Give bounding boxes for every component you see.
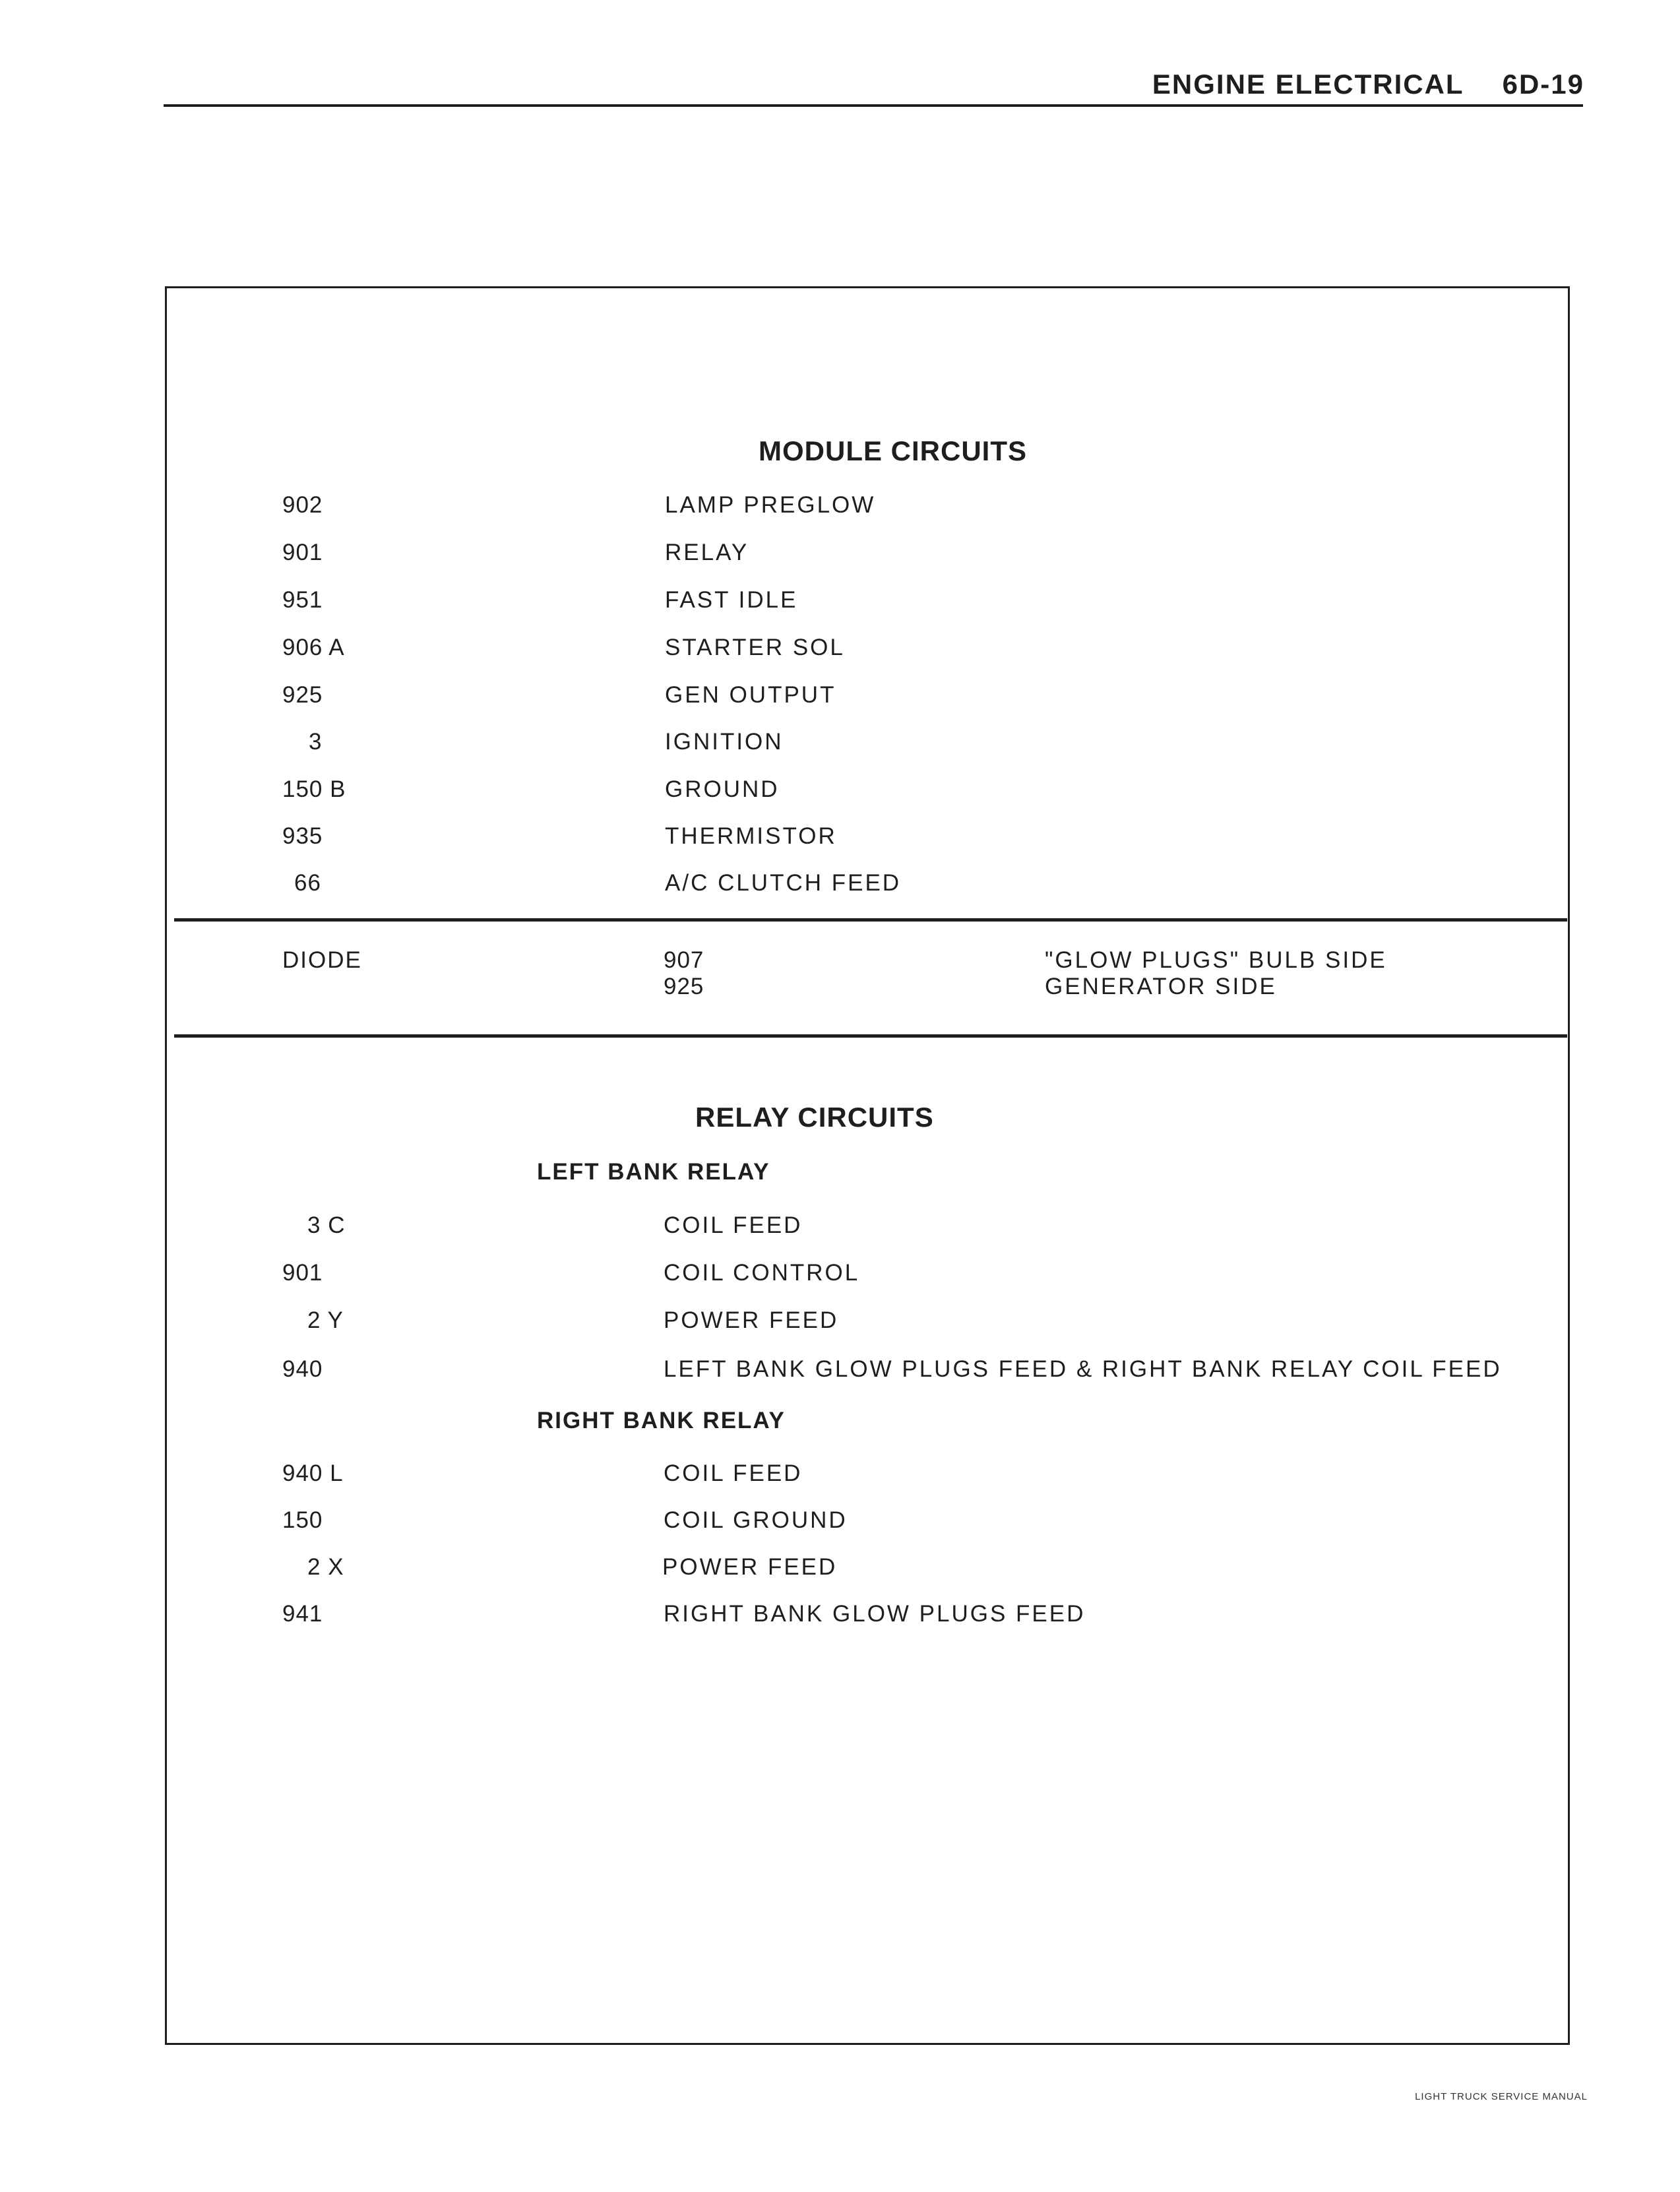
table-row-circuit: 66 (294, 870, 321, 896)
table-row-function: GROUND (665, 776, 780, 802)
diode-description: GENERATOR SIDE (1045, 974, 1277, 999)
relay-circuits-heading: RELAY CIRCUITS (695, 1102, 934, 1133)
footer-text: LIGHT TRUCK SERVICE MANUAL (1415, 2091, 1588, 2102)
table-row-circuit: 935 (282, 823, 323, 849)
table-row-circuit: 901 (282, 1260, 323, 1286)
right-bank-relay-heading: RIGHT BANK RELAY (537, 1408, 786, 1433)
table-row-circuit: 901 (282, 540, 323, 565)
diode-circuit: 907 (664, 947, 704, 973)
table-row-circuit: 3 (309, 729, 323, 755)
section-divider (174, 1034, 1567, 1038)
page-number: 6D-19 (1502, 69, 1584, 100)
table-row-circuit: 150 (282, 1507, 323, 1533)
table-row-function: FAST IDLE (665, 587, 798, 613)
section-divider (174, 918, 1567, 922)
table-row-circuit: 2 X (307, 1554, 344, 1580)
page-header (1152, 69, 1584, 100)
table-row-circuit: 150 B (282, 776, 346, 802)
table-row-circuit: 3 C (307, 1212, 346, 1238)
table-row-function: COIL CONTROL (664, 1260, 860, 1286)
table-row-function: LAMP PREGLOW (665, 492, 876, 518)
table-row-function: RELAY (665, 540, 749, 565)
table-row-function: A/C CLUTCH FEED (665, 870, 902, 896)
table-row-circuit: 940 (282, 1356, 323, 1382)
table-row-circuit: 951 (282, 587, 323, 613)
table-row-circuit: 902 (282, 492, 323, 518)
table-row-function: LEFT BANK GLOW PLUGS FEED & RIGHT BANK RELAY COIL FEED (664, 1356, 1502, 1382)
header-rule (164, 104, 1583, 107)
table-row-function: POWER FEED (662, 1554, 838, 1580)
left-bank-relay-heading: LEFT BANK RELAY (537, 1159, 770, 1185)
table-row-function: THERMISTOR (665, 823, 837, 849)
section-title: ENGINE ELECTRICAL (1152, 69, 1464, 100)
table-row-circuit: 2 Y (307, 1307, 344, 1333)
table-row-function: GEN OUTPUT (665, 682, 836, 708)
table-row-circuit: 906 A (282, 635, 345, 660)
diode-label: DIODE (282, 947, 362, 973)
circuit-table (165, 286, 1570, 2045)
table-row-circuit: 925 (282, 682, 323, 708)
table-row-circuit: 941 (282, 1601, 323, 1627)
diode-circuit: 925 (664, 974, 704, 999)
table-row-circuit: 940 L (282, 1460, 344, 1486)
table-row-function: COIL FEED (664, 1460, 803, 1486)
diode-description: "GLOW PLUGS" BULB SIDE (1045, 947, 1387, 973)
module-circuits-heading: MODULE CIRCUITS (759, 435, 1027, 466)
table-row-function: POWER FEED (664, 1307, 839, 1333)
table-row-function: STARTER SOL (665, 635, 845, 660)
table-row-function: COIL FEED (664, 1212, 803, 1238)
table-row-function: RIGHT BANK GLOW PLUGS FEED (664, 1601, 1086, 1627)
table-row-function: IGNITION (665, 729, 784, 755)
table-row-function: COIL GROUND (664, 1507, 848, 1533)
